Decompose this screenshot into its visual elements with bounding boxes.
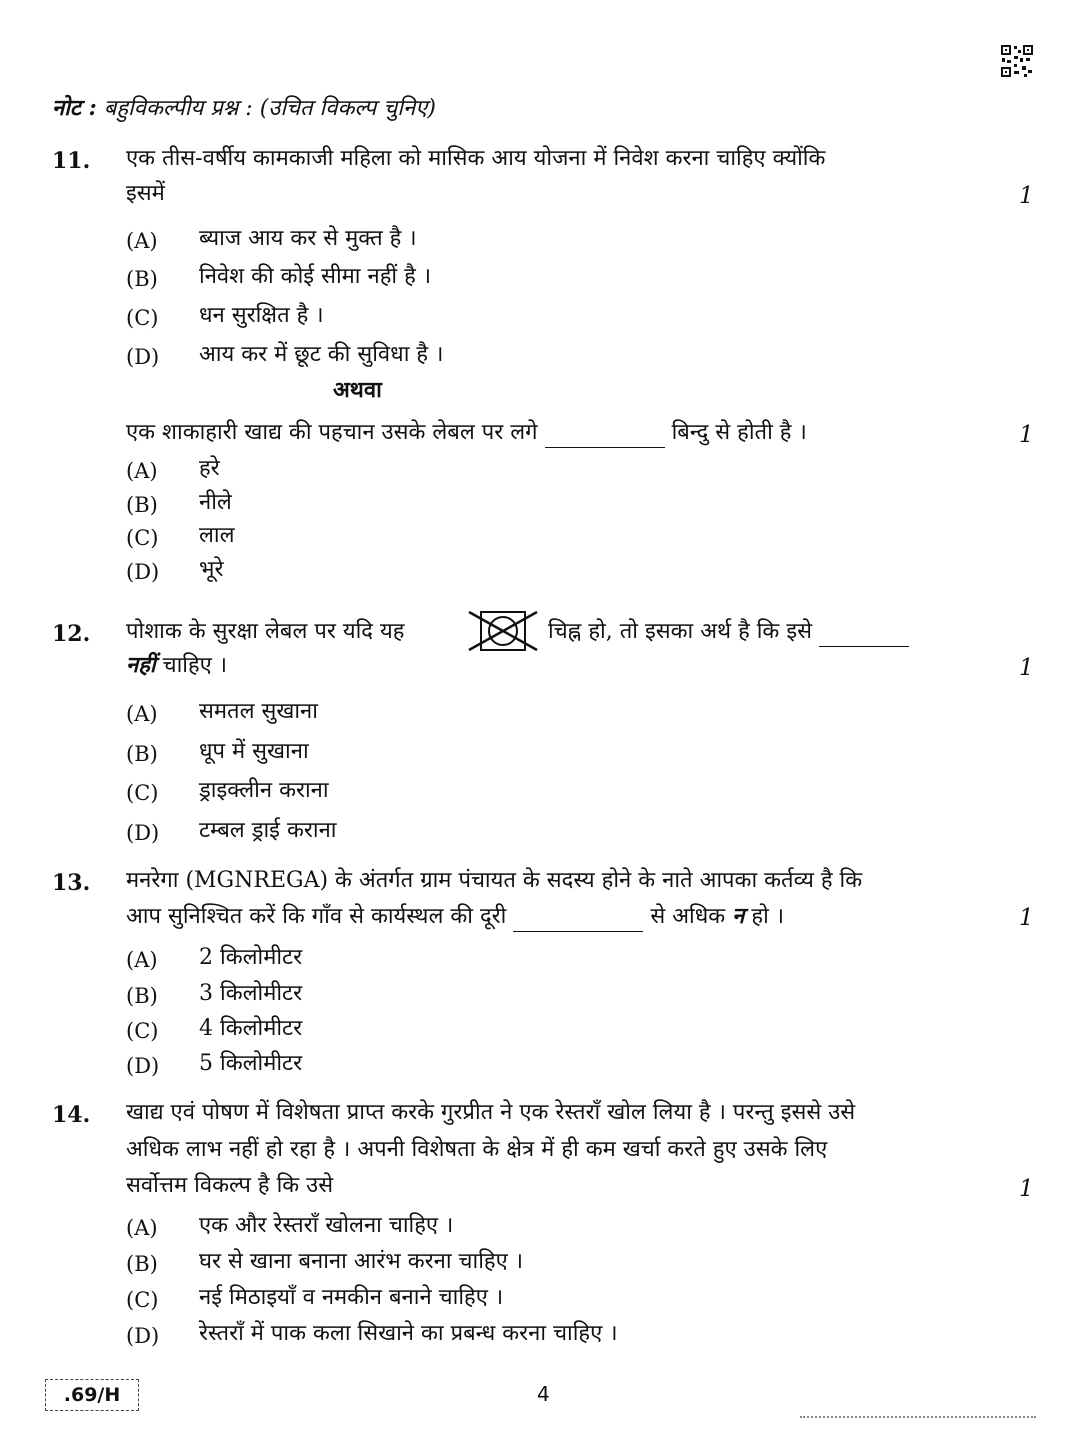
option-label: (C): [126, 1019, 159, 1043]
question-text: [548, 618, 909, 647]
option-label: (D): [126, 560, 160, 584]
question-text: [126, 618, 404, 646]
option-label: (A): [126, 948, 158, 972]
question-number: 14.: [52, 1102, 91, 1128]
alt-question-text: बिन्दु से होती है ।: [671, 420, 807, 445]
option-text: नई मिठाइयाँ व नमकीन बनाने चाहिए ।: [199, 1285, 504, 1310]
emphasis-text: न: [732, 903, 745, 929]
option-text: ब्याज आय कर से मुक्त है ।: [199, 226, 417, 251]
question-number: 13.: [52, 870, 91, 896]
question-number: 11.: [52, 148, 91, 174]
question-text-part: चाहिए ।: [162, 653, 228, 678]
option-text: घर से खाना बनाना आरंभ करना चाहिए ।: [199, 1249, 524, 1274]
option-label: (C): [126, 526, 159, 550]
option-label: (B): [126, 1252, 158, 1276]
question-marks: 1: [1019, 655, 1034, 681]
option-label: (C): [126, 1288, 159, 1312]
question-text: [126, 419, 807, 448]
option-text: हरे: [199, 456, 220, 481]
question-text: मनरेगा (MGNREGA) के अंतर्गत ग्राम पंचायत के सदस्य होने के नाते आपका कर्तव्य है कि: [126, 868, 863, 893]
option-label: (B): [126, 742, 158, 766]
option-text: 3 किलोमीटर: [199, 981, 303, 1006]
option-text: एक और रेस्तराँ खोलना चाहिए ।: [199, 1213, 454, 1238]
note-text: बहुविकल्पीय प्रश्न : (उचित विकल्प चुनिए): [103, 96, 436, 121]
instructions-note: [52, 94, 436, 123]
note-label: नोट :: [52, 95, 97, 121]
do-not-tumble-dry-icon: [467, 608, 539, 654]
option-label: (D): [126, 1324, 160, 1348]
question-text-part: हो ।: [751, 904, 785, 929]
option-label: (D): [126, 345, 160, 369]
option-label: (A): [126, 229, 158, 253]
question-text: इसमें: [126, 181, 165, 206]
option-text: ड्राइक्लीन कराना: [199, 778, 329, 803]
question-text: एक तीस-वर्षीय कामकाजी महिला को मासिक आय योजना में निवेश करना चाहिए क्योंकि: [126, 146, 826, 171]
option-label: (D): [126, 1054, 160, 1078]
question-marks: 1: [1019, 1176, 1034, 1202]
question-text: अधिक लाभ नहीं हो रहा है । अपनी विशेषता के क्षेत्र में ही कम खर्चा करते हुए उसके लिए: [126, 1137, 828, 1162]
footer-divider: [800, 1416, 1036, 1418]
option-text: समतल सुखाना: [199, 699, 318, 724]
option-text: आय कर में छूट की सुविधा है ।: [199, 342, 444, 367]
option-text: धूप में सुखाना: [199, 739, 309, 764]
option-label: (C): [126, 306, 159, 330]
question-marks: 1: [1019, 183, 1034, 209]
option-label: (B): [126, 267, 158, 291]
question-marks: 1: [1019, 905, 1034, 931]
question-text: खाद्य एवं पोषण में विशेषता प्राप्त करके गुरप्रीत ने एक रेस्तराँ खोल लिया है । परन्तु इससे उसे: [126, 1100, 856, 1125]
question-text-part: चिह्न हो, तो इसका अर्थ है कि इसे: [548, 619, 812, 644]
question-number: 12.: [52, 621, 91, 647]
question-text-part: से अधिक: [650, 904, 726, 929]
option-text: लाल: [199, 523, 235, 548]
or-divider: अथवा: [333, 377, 382, 403]
question-marks: 1: [1019, 422, 1034, 448]
answer-blank: [513, 903, 643, 932]
question-text: सर्वोत्तम विकल्प है कि उसे: [126, 1173, 334, 1198]
option-text: नीले: [199, 490, 232, 515]
option-text: 5 किलोमीटर: [199, 1051, 303, 1076]
option-text: 4 किलोमीटर: [199, 1016, 303, 1041]
option-text: निवेश की कोई सीमा नहीं है ।: [199, 264, 432, 289]
option-text: धन सुरक्षित है ।: [199, 303, 324, 328]
emphasis-text: नहीं: [126, 652, 156, 678]
answer-blank: [819, 618, 909, 647]
option-text: 2 किलोमीटर: [199, 945, 303, 970]
answer-blank: [545, 419, 665, 448]
option-text: टम्बल ड्राई कराना: [199, 818, 337, 843]
paper-code: .69/H: [45, 1379, 139, 1411]
option-text: भूरे: [199, 557, 224, 582]
option-label: (B): [126, 493, 158, 517]
option-label: (A): [126, 459, 158, 483]
question-text: [126, 902, 784, 932]
question-text-part: आप सुनिश्चित करें कि गाँव से कार्यस्थल की दूरी: [126, 904, 507, 929]
option-text: रेस्तराँ में पाक कला सिखाने का प्रबन्ध करना चाहिए ।: [199, 1321, 618, 1346]
question-text: [126, 651, 227, 680]
option-label: (C): [126, 781, 159, 805]
option-label: (B): [126, 984, 158, 1008]
option-label: (A): [126, 1216, 158, 1240]
page-number: 4: [537, 1382, 550, 1406]
option-label: (A): [126, 702, 158, 726]
question-text-part: पोशाक के सुरक्षा लेबल पर यदि यह: [126, 619, 405, 644]
option-label: (D): [126, 821, 160, 845]
qr-code-icon: [1000, 44, 1034, 78]
alt-question-text: एक शाकाहारी खाद्य की पहचान उसके लेबल पर लगे: [126, 420, 538, 445]
